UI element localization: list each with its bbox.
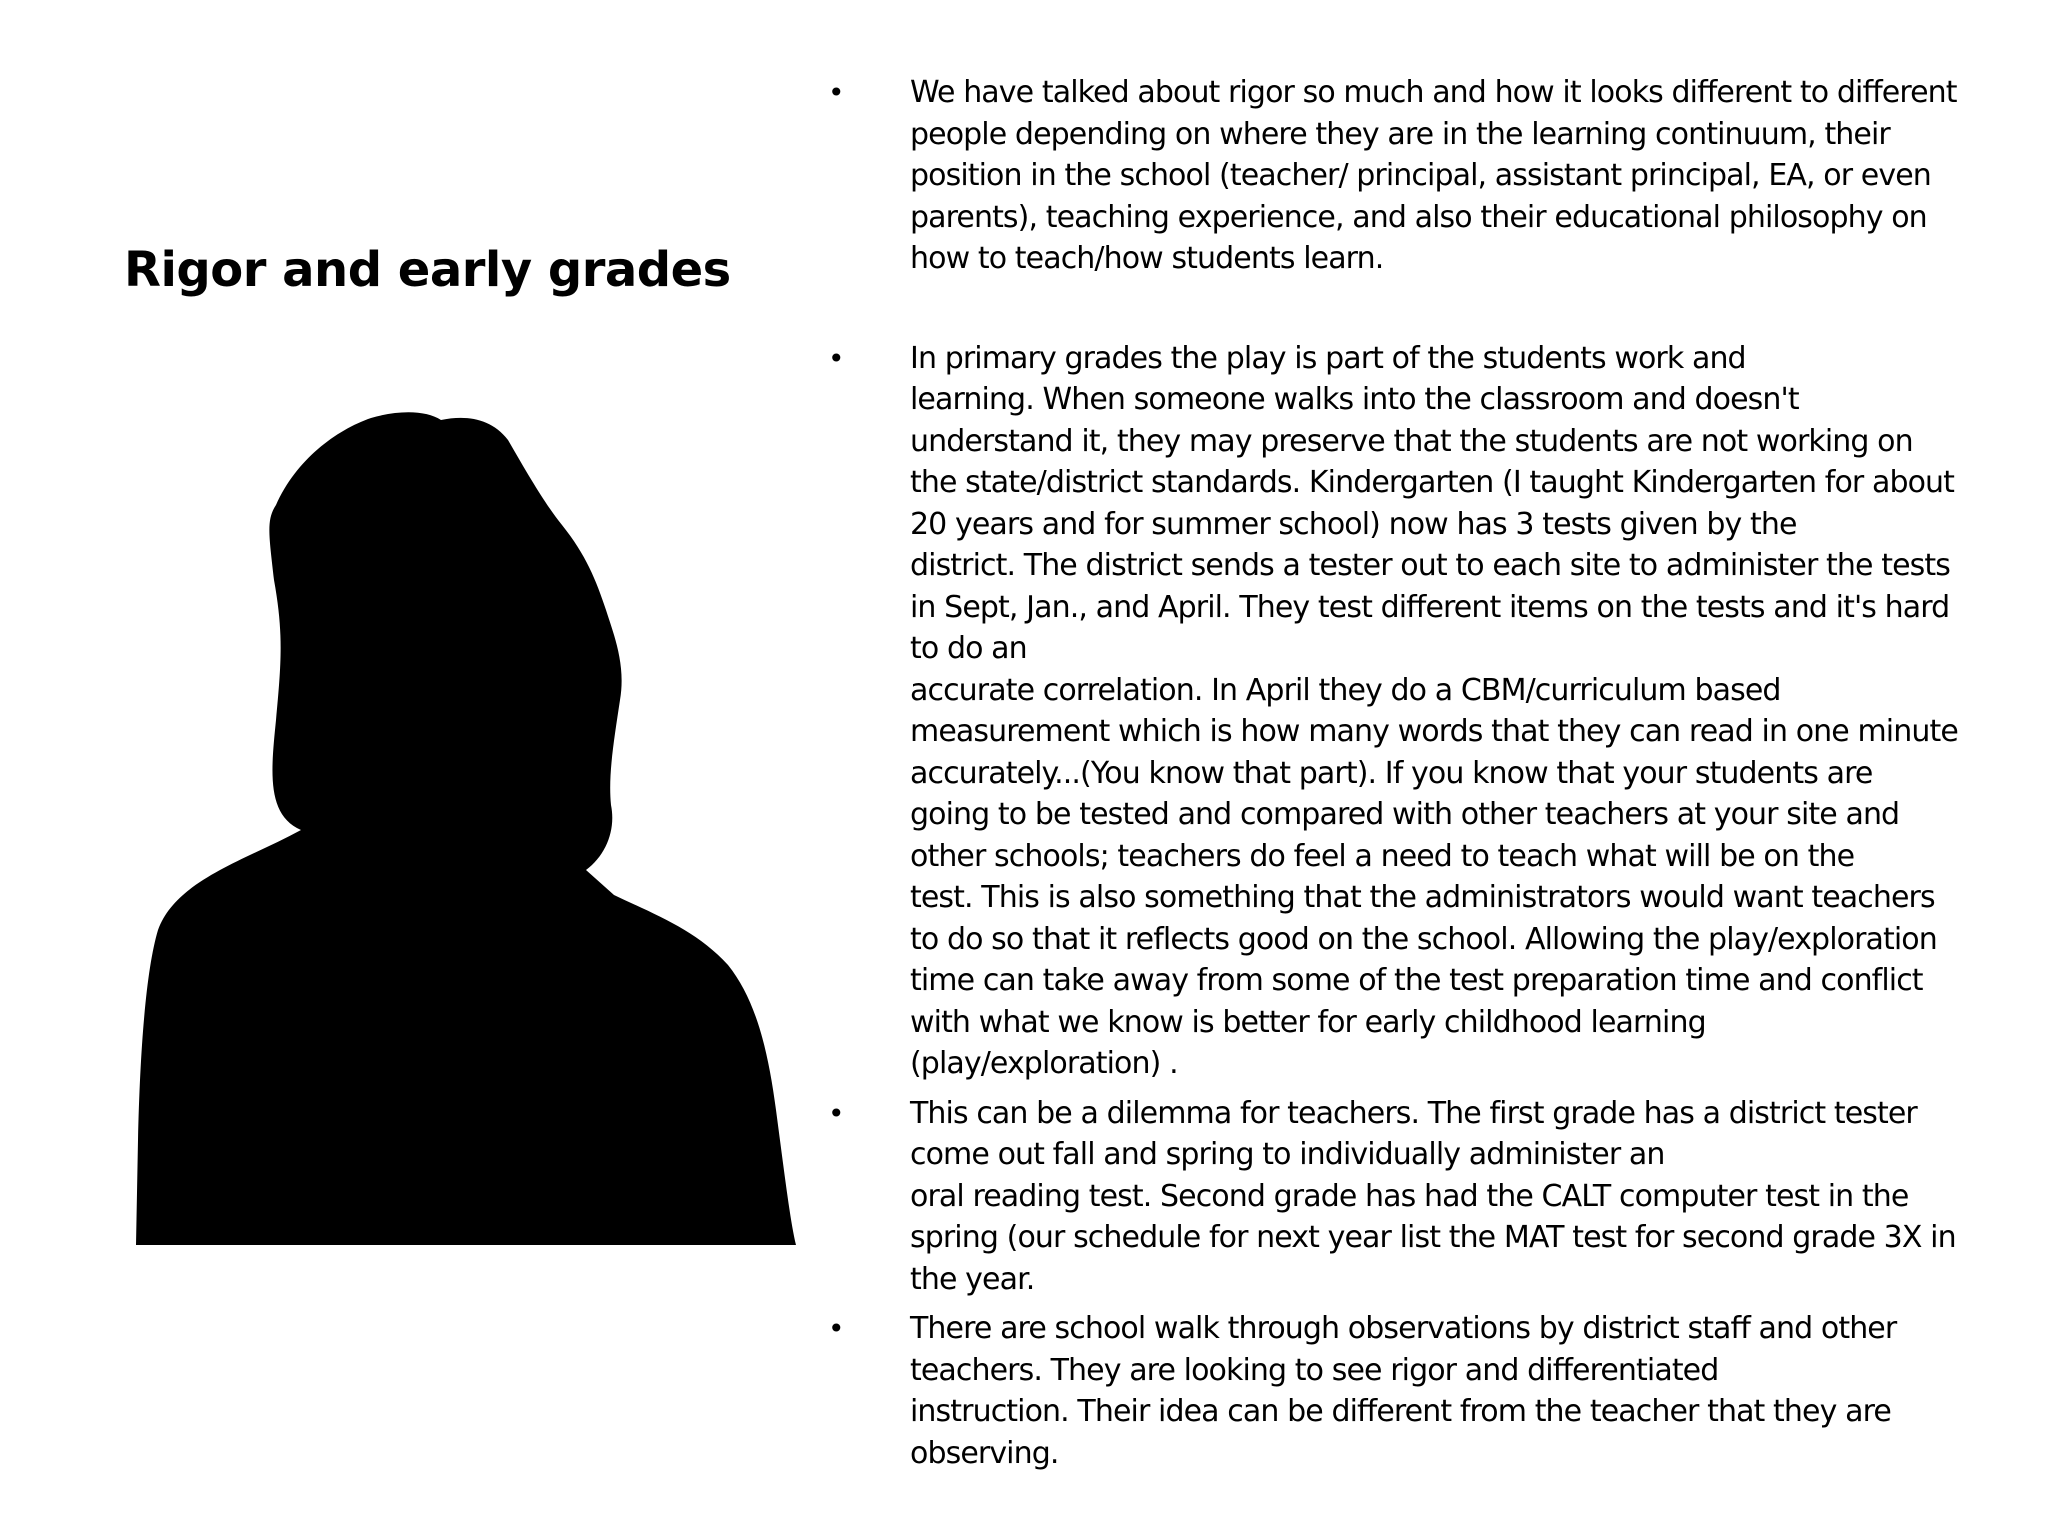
- bullet-marker: •: [828, 341, 844, 375]
- bullet-text-line: In primary grades the play is part of the students work and: [910, 340, 1746, 376]
- bullet-text-line: in Sept, Jan., and April. They test different items on the tests and it's hard: [910, 589, 1950, 625]
- person-silhouette-image: [136, 410, 796, 1245]
- bullet-item: [828, 338, 1968, 1085]
- bullet-text-line: test. This is also something that the administrators would want teachers: [910, 880, 1935, 915]
- bullet-item: [828, 1308, 1968, 1474]
- bullet-text-line: accurately...(You know that part). If you know that your students are: [910, 755, 1873, 791]
- bullet-text-line: measurement which is how many words that they can read in one minute: [910, 714, 1958, 749]
- bullet-marker: •: [828, 1096, 844, 1130]
- slide-title: Rigor and early grades: [124, 242, 731, 298]
- bullet-text-line: how to teach/how students learn.: [910, 241, 1384, 276]
- bullet-item: [828, 1093, 1968, 1301]
- bullet-text-line: spring (our schedule for next year list the MAT test for second grade 3X in: [910, 1220, 1956, 1255]
- bullet-text-line: to do so that it reflects good on the school. Allowing the play/exploration: [910, 921, 1937, 957]
- bullet-text-line: going to be tested and compared with other teachers at your site and: [910, 797, 1900, 832]
- bullet-text-line: learning. When someone walks into the classroom and doesn't: [910, 382, 1799, 417]
- bullet-text-line: understand it, they may preserve that the students are not working on: [910, 423, 1913, 459]
- bullet-text-line: accurate correlation. In April they do a CBM/curriculum based: [910, 672, 1781, 708]
- bullet-marker: •: [828, 76, 844, 109]
- bullet-text-line: There are school walk through observations by district staff and other: [910, 1311, 1897, 1346]
- bullet-text-line: time can take away from some of the test preparation time and conflict: [910, 963, 1923, 998]
- bullet-text-line: with what we know is better for early childhood learning: [910, 1004, 1706, 1040]
- bullet-text-line: position in the school (teacher/ principal, assistant principal, EA, or even: [910, 158, 1931, 193]
- bullet-text-line: people depending on where they are in the learning continuum, their: [910, 116, 1890, 152]
- bullet-text-line: This can be a dilemma for teachers. The first grade has a district tester: [910, 1095, 1917, 1131]
- bullet-text-line: oral reading test. Second grade has had the CALT computer test in the: [910, 1178, 1909, 1214]
- bullet-item: [828, 72, 1968, 280]
- bullet-text-line: teachers. They are looking to see rigor and differentiated: [910, 1352, 1719, 1388]
- bullet-text-line: instruction. Their idea can be different from the teacher that they are: [910, 1394, 1891, 1429]
- bullet-text-line: the state/district standards. Kindergarten (I taught Kindergarten for about: [910, 465, 1955, 500]
- bullet-text-line: come out fall and spring to individually administer an: [910, 1137, 1665, 1172]
- bullet-text-line: district. The district sends a tester out to each site to administer the tests: [910, 548, 1950, 583]
- bullet-text-line: We have talked about rigor so much and how it looks different to different: [910, 75, 1957, 110]
- bullet-text-line: (play/exploration) .: [910, 1046, 1178, 1081]
- bullet-text-line: the year.: [910, 1261, 1035, 1297]
- bullet-text-line: other schools; teachers do feel a need to teach what will be on the: [910, 838, 1855, 874]
- bullet-text-line: to do an: [910, 631, 1027, 666]
- bullet-list: [828, 72, 1968, 1474]
- bullet-text-line: 20 years and for summer school) now has 3 tests given by the: [910, 506, 1797, 542]
- bullet-text-line: parents), teaching experience, and also their educational philosophy on: [910, 199, 1927, 235]
- bullet-text-line: observing.: [910, 1435, 1059, 1471]
- bullet-marker: •: [828, 1312, 844, 1345]
